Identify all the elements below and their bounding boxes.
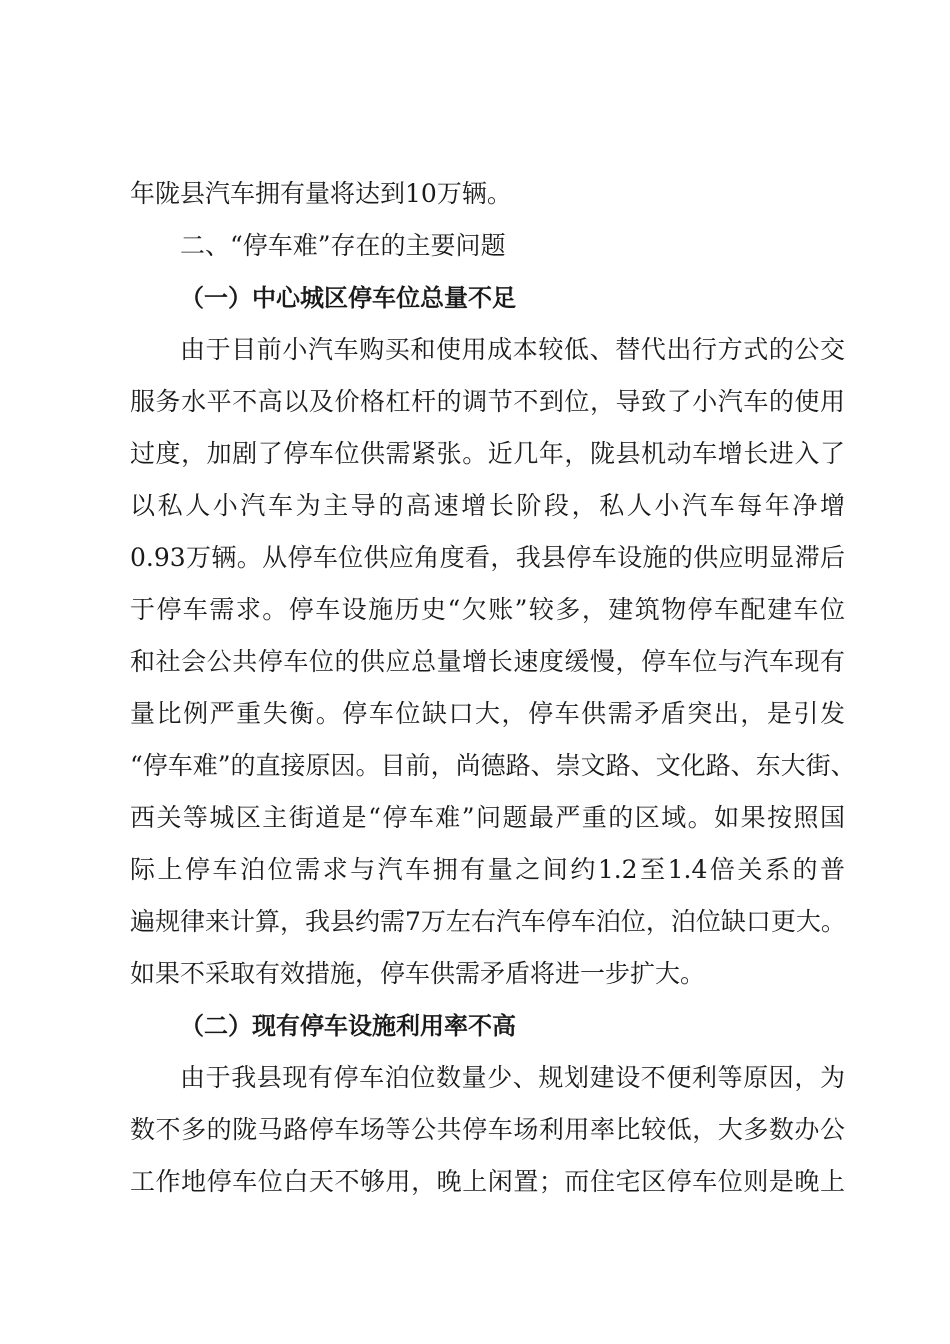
paragraph-line: 如果不采取有效措施，停车供需矛盾将进一步扩大。	[130, 959, 706, 988]
paragraph-line: 服务水平不高以及价格杠杆的调节不到位，导致了小汽车的使用	[130, 387, 845, 416]
paragraph-line: 际上停车泊位需求与汽车拥有量之间约1.2至1.4倍关系的普	[130, 855, 845, 884]
paragraph-line: “停车难”的直接原因。目前，尚德路、崇文路、文化路、东大街、	[130, 751, 856, 780]
paragraph-line: 数不多的陇马路停车场等公共停车场利用率比较低，大多数办公	[130, 1115, 845, 1144]
paragraph-line: 量比例严重失衡。停车位缺口大，停车供需矛盾突出，是引发	[130, 699, 845, 728]
paragraph-line: 年陇县汽车拥有量将达到10万辆。	[130, 179, 512, 208]
paragraph-line: 过度，加剧了停车位供需紧张。近几年，陇县机动车增长进入了	[130, 439, 845, 468]
paragraph-line: 于停车需求。停车设施历史“欠账”较多，建筑物停车配建车位	[130, 595, 845, 624]
subsection-heading: （二）现有停车设施利用率不高	[180, 1012, 516, 1040]
paragraph-line: 0.93万辆。从停车位供应角度看，我县停车设施的供应明显滞后	[130, 543, 845, 572]
paragraph-line: 以私人小汽车为主导的高速增长阶段，私人小汽车每年净增	[130, 491, 845, 520]
paragraph-line: 由于我县现有停车泊位数量少、规划建设不便利等原因，为	[180, 1063, 845, 1092]
document-body	[130, 168, 856, 1208]
subsection-heading: （一）中心城区停车位总量不足	[180, 284, 516, 312]
paragraph-line: 和社会公共停车位的供应总量增长速度缓慢，停车位与汽车现有	[130, 647, 845, 676]
paragraph-line: 由于目前小汽车购买和使用成本较低、替代出行方式的公交	[180, 335, 845, 364]
paragraph-line: 遍规律来计算，我县约需7万左右汽车停车泊位，泊位缺口更大。	[130, 907, 846, 936]
paragraph-line: 工作地停车位白天不够用，晚上闲置；而住宅区停车位则是晚上	[130, 1167, 845, 1196]
paragraph-line: 西关等城区主街道是“停车难”问题最严重的区域。如果按照国	[130, 803, 845, 832]
section-heading: 二、“停车难”存在的主要问题	[180, 231, 506, 260]
